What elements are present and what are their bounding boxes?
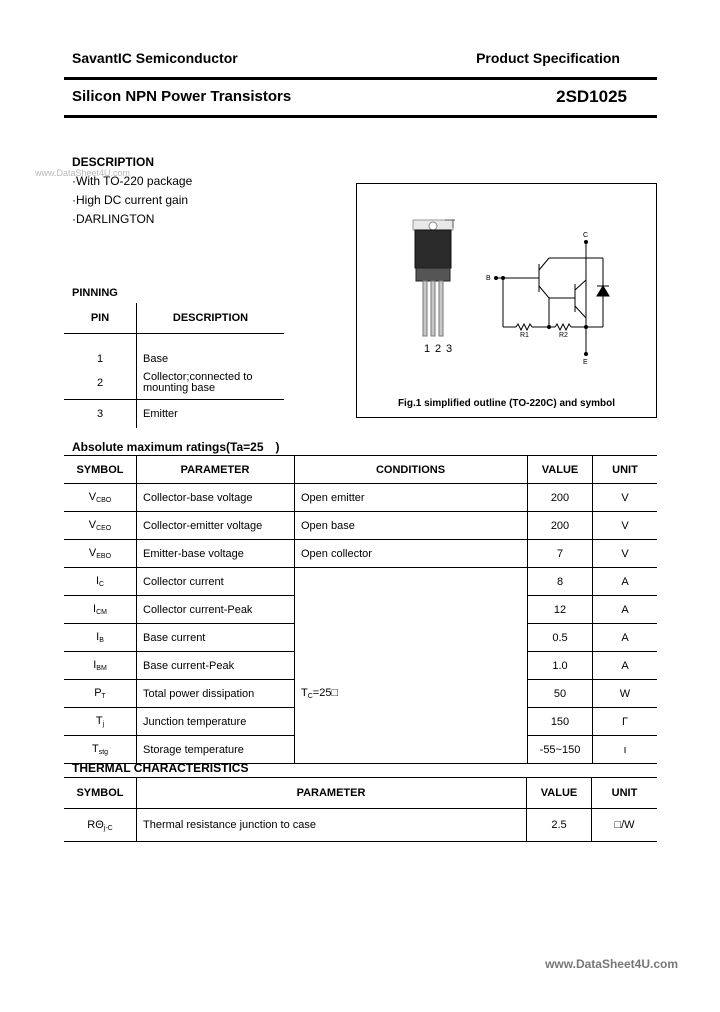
symbol-cell: $V_{CBO}$ [64,484,137,512]
figure-caption: Fig.1 simplified outline (TO-220C) and symbol [397,398,616,409]
value-cell: 200 [528,512,593,540]
table-row: 3 Emitter [64,400,284,429]
symbol-cell: $I_C$ [64,568,137,596]
company-name: SavantIC Semiconductor [72,50,238,66]
pin-number-2: 2 [435,343,442,355]
figure-box [356,183,657,418]
unit-header: UNIT [593,456,658,484]
table-row [64,484,657,512]
collector-label: C [583,232,589,239]
small-watermark: www.DataSheet4U.com [35,168,131,178]
value-cell: 2.5 [527,809,592,842]
symbol-header: SYMBOL [64,778,137,809]
parameter-cell: Base current-Peak [137,652,295,680]
base-label: B [486,275,491,282]
value-cell: 8 [528,568,593,596]
symbol-cell: $V_{CEO}$ [64,512,137,540]
unit-cell: ı [593,736,658,764]
parameter-cell: Base current [137,624,295,652]
table-row [64,540,657,568]
table-row [64,596,657,624]
to220-package-image [413,220,455,336]
value-cell: 200 [528,484,593,512]
unit-cell: V [593,512,658,540]
value-cell: -55~150 [528,736,593,764]
pinning-table [64,303,284,428]
document-title: Silicon NPN Power Transistors [72,88,292,105]
conditions-cell [295,568,528,596]
value-cell: 150 [528,708,593,736]
symbol-cell: $I_{CM}$ [64,596,137,624]
conditions-cell [295,708,528,736]
unit-cell: V [593,540,658,568]
title-rule [64,115,657,118]
value-cell: 7 [528,540,593,568]
symbol-header: SYMBOL [64,456,137,484]
table-row [64,512,657,540]
value-cell: 12 [528,596,593,624]
darlington-symbol [495,241,610,356]
unit-cell: A [593,596,658,624]
unit-header: UNIT [592,778,658,809]
conditions-cell [295,624,528,652]
parameter-cell: Junction temperature [137,708,295,736]
unit-cell: □/W [592,809,658,842]
ratings-table [64,455,657,764]
conditions-cell: Open emitter [295,484,528,512]
parameter-cell: Collector-emitter voltage [137,512,295,540]
value-cell: 0.5 [528,624,593,652]
conditions-cell: Open base [295,512,528,540]
table-row [64,736,657,764]
unit-cell: W [593,680,658,708]
table-row: 1 Base [64,334,284,368]
thermal-table [64,777,657,842]
parameter-cell: Collector-base voltage [137,484,295,512]
table-row [64,568,657,596]
pinning-title: PINNING [72,287,118,299]
symbol-cell: $I_{BM}$ [64,652,137,680]
symbol-cell: $T_j$ [64,708,137,736]
pin-header: PIN [64,303,137,334]
table-row [64,680,657,708]
pin-number-3: 3 [446,343,453,355]
emitter-label: E [583,359,588,366]
parameter-cell: Collector current [137,568,295,596]
description-item: ·DARLINGTON [72,212,155,226]
parameter-header: PARAMETER [137,456,295,484]
table-row [64,809,657,842]
part-number: 2SD1025 [556,87,627,106]
description-title: DESCRIPTION [72,155,155,169]
conditions-cell [295,596,528,624]
parameter-cell: Total power dissipation [137,680,295,708]
header-rule [64,77,657,80]
table-row [64,708,657,736]
value-cell: 50 [528,680,593,708]
unit-cell: A [593,624,658,652]
unit-cell: V [593,484,658,512]
value-header: VALUE [527,778,592,809]
conditions-cell: $T_C=25□$ [295,680,528,708]
conditions-cell [295,652,528,680]
r1-label: R1 [520,332,529,339]
parameter-header: PARAMETER [137,778,527,809]
pin-description-header: DESCRIPTION [137,303,285,334]
symbol-cell: $T_{stg}$ [64,736,137,764]
description-item: ·High DC current gain [72,193,189,207]
table-row: 2 Collector;connected to mounting base [64,367,284,400]
symbol-cell: $P_T$ [64,680,137,708]
value-header: VALUE [528,456,593,484]
description-item: ·With TO-220 package [72,174,193,188]
symbol-cell: $R\Theta_{j-C}$ [64,809,137,842]
symbol-cell: $V_{EBO}$ [64,540,137,568]
unit-cell: A [593,568,658,596]
to220-package-and-symbol [357,184,656,384]
parameter-cell: Emitter-base voltage [137,540,295,568]
unit-cell: Γ [593,708,658,736]
r2-label: R2 [559,332,568,339]
conditions-cell: Open collector [295,540,528,568]
thermal-title: THERMAL CHARACTERISTICS [72,761,249,775]
unit-cell: A [593,652,658,680]
table-row [64,652,657,680]
symbol-cell: $I_B$ [64,624,137,652]
parameter-cell: Storage temperature [137,736,295,764]
conditions-header: CONDITIONS [295,456,528,484]
parameter-cell: Collector current-Peak [137,596,295,624]
footer-watermark: www.DataSheet4U.com [545,957,678,971]
pin-number-1: 1 [424,343,431,355]
conditions-cell [295,736,528,764]
table-row [64,624,657,652]
parameter-cell: Thermal resistance junction to case [137,809,527,842]
value-cell: 1.0 [528,652,593,680]
ratings-title: Absolute maximum ratings(Ta=25 ) [72,440,280,454]
spec-label: Product Specification [476,50,620,66]
